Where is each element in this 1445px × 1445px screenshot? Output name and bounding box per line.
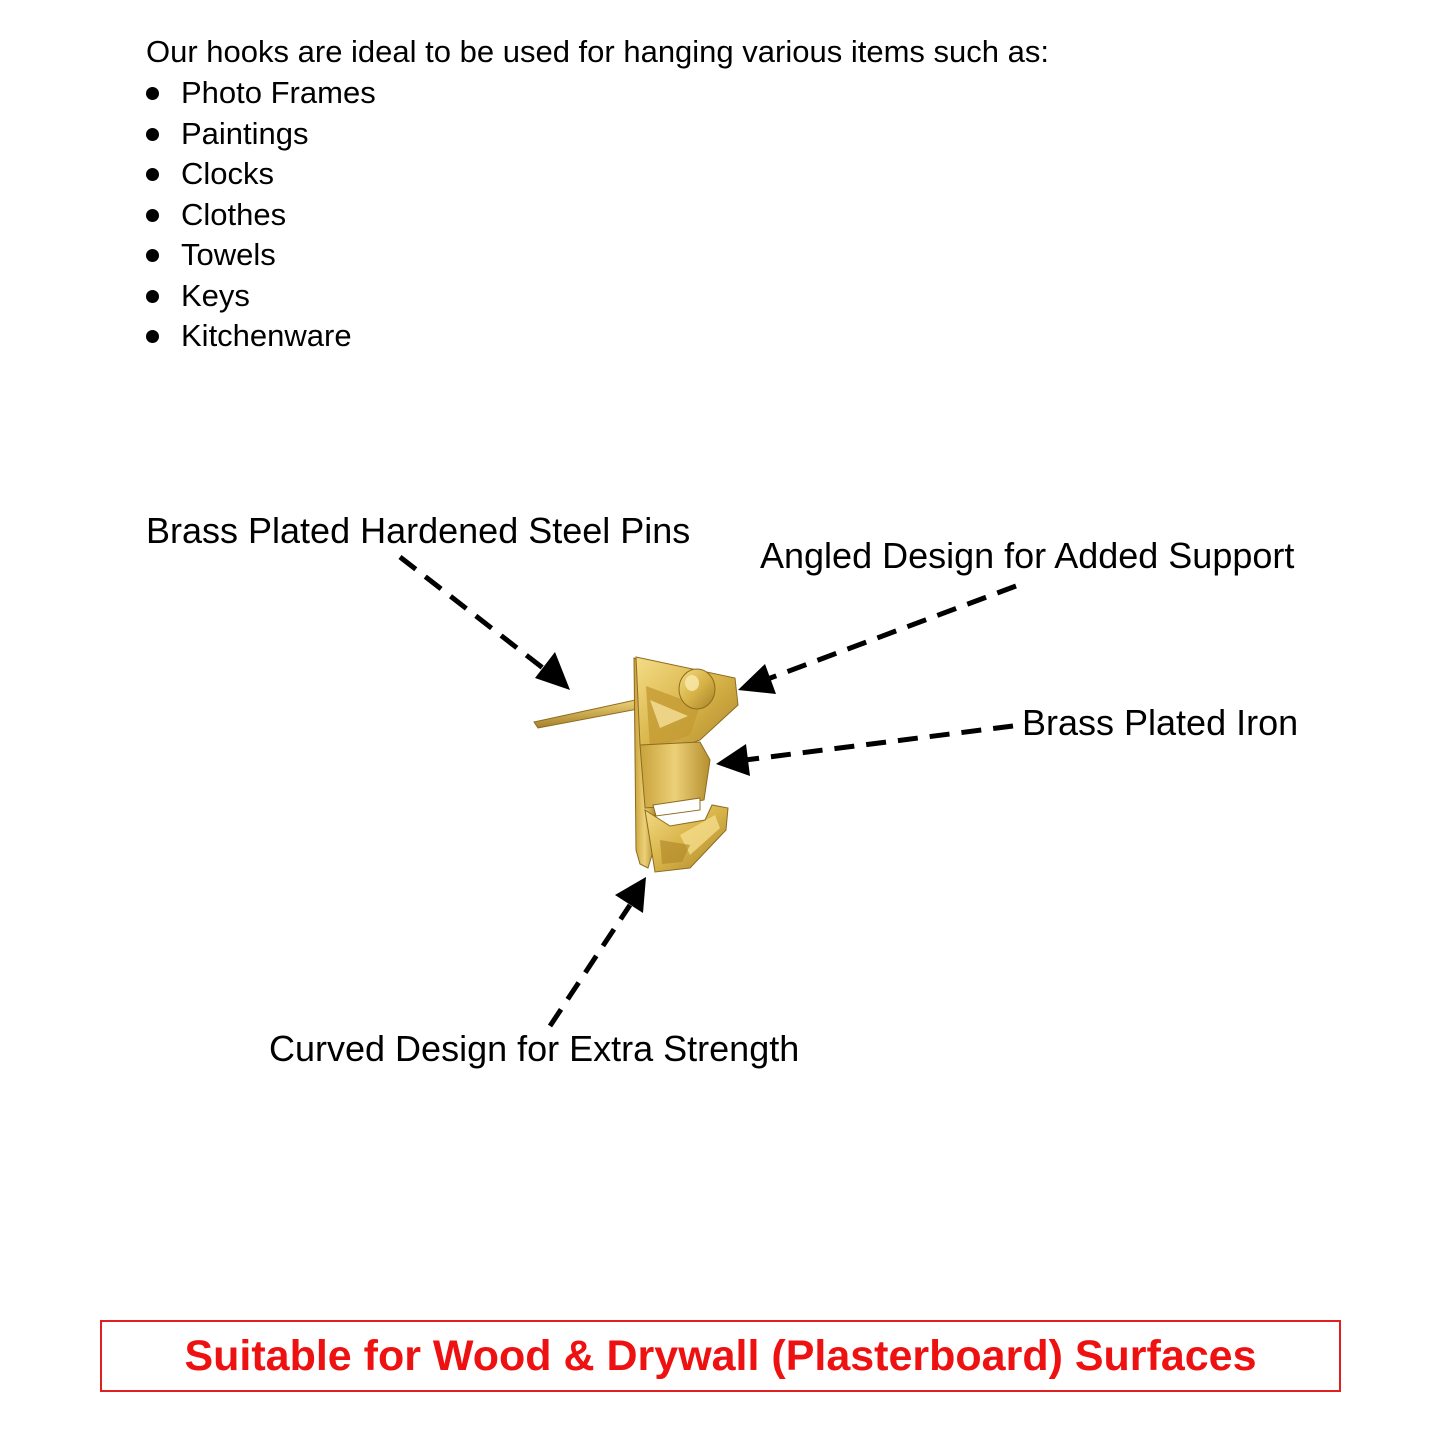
list-item: Clothes <box>146 195 376 236</box>
list-item: Keys <box>146 276 376 317</box>
arrow-curved-icon <box>550 877 646 1026</box>
intro-text: Our hooks are ideal to be used for hanging various items such as: <box>146 34 1049 69</box>
callout-pins: Brass Plated Hardened Steel Pins <box>146 510 691 551</box>
arrow-pins-icon <box>400 557 570 690</box>
arrow-iron-icon <box>716 726 1013 776</box>
arrow-angled-icon <box>738 586 1016 694</box>
banner-text: Suitable for Wood & Drywall (Plasterboard) Surfaces <box>184 1331 1257 1380</box>
callout-iron: Brass Plated Iron <box>1022 702 1299 743</box>
callout-curved: Curved Design for Extra Strength <box>269 1028 800 1069</box>
list-item: Photo Frames <box>146 73 376 114</box>
callout-angled: Angled Design for Added Support <box>760 535 1295 576</box>
list-item: Kitchenware <box>146 316 376 357</box>
list-item: Paintings <box>146 114 376 155</box>
steel-pin-icon <box>534 699 643 728</box>
list-item: Towels <box>146 235 376 276</box>
brass-picture-hook-icon <box>534 657 738 872</box>
list-item: Clocks <box>146 154 376 195</box>
surface-banner <box>100 1320 1341 1392</box>
